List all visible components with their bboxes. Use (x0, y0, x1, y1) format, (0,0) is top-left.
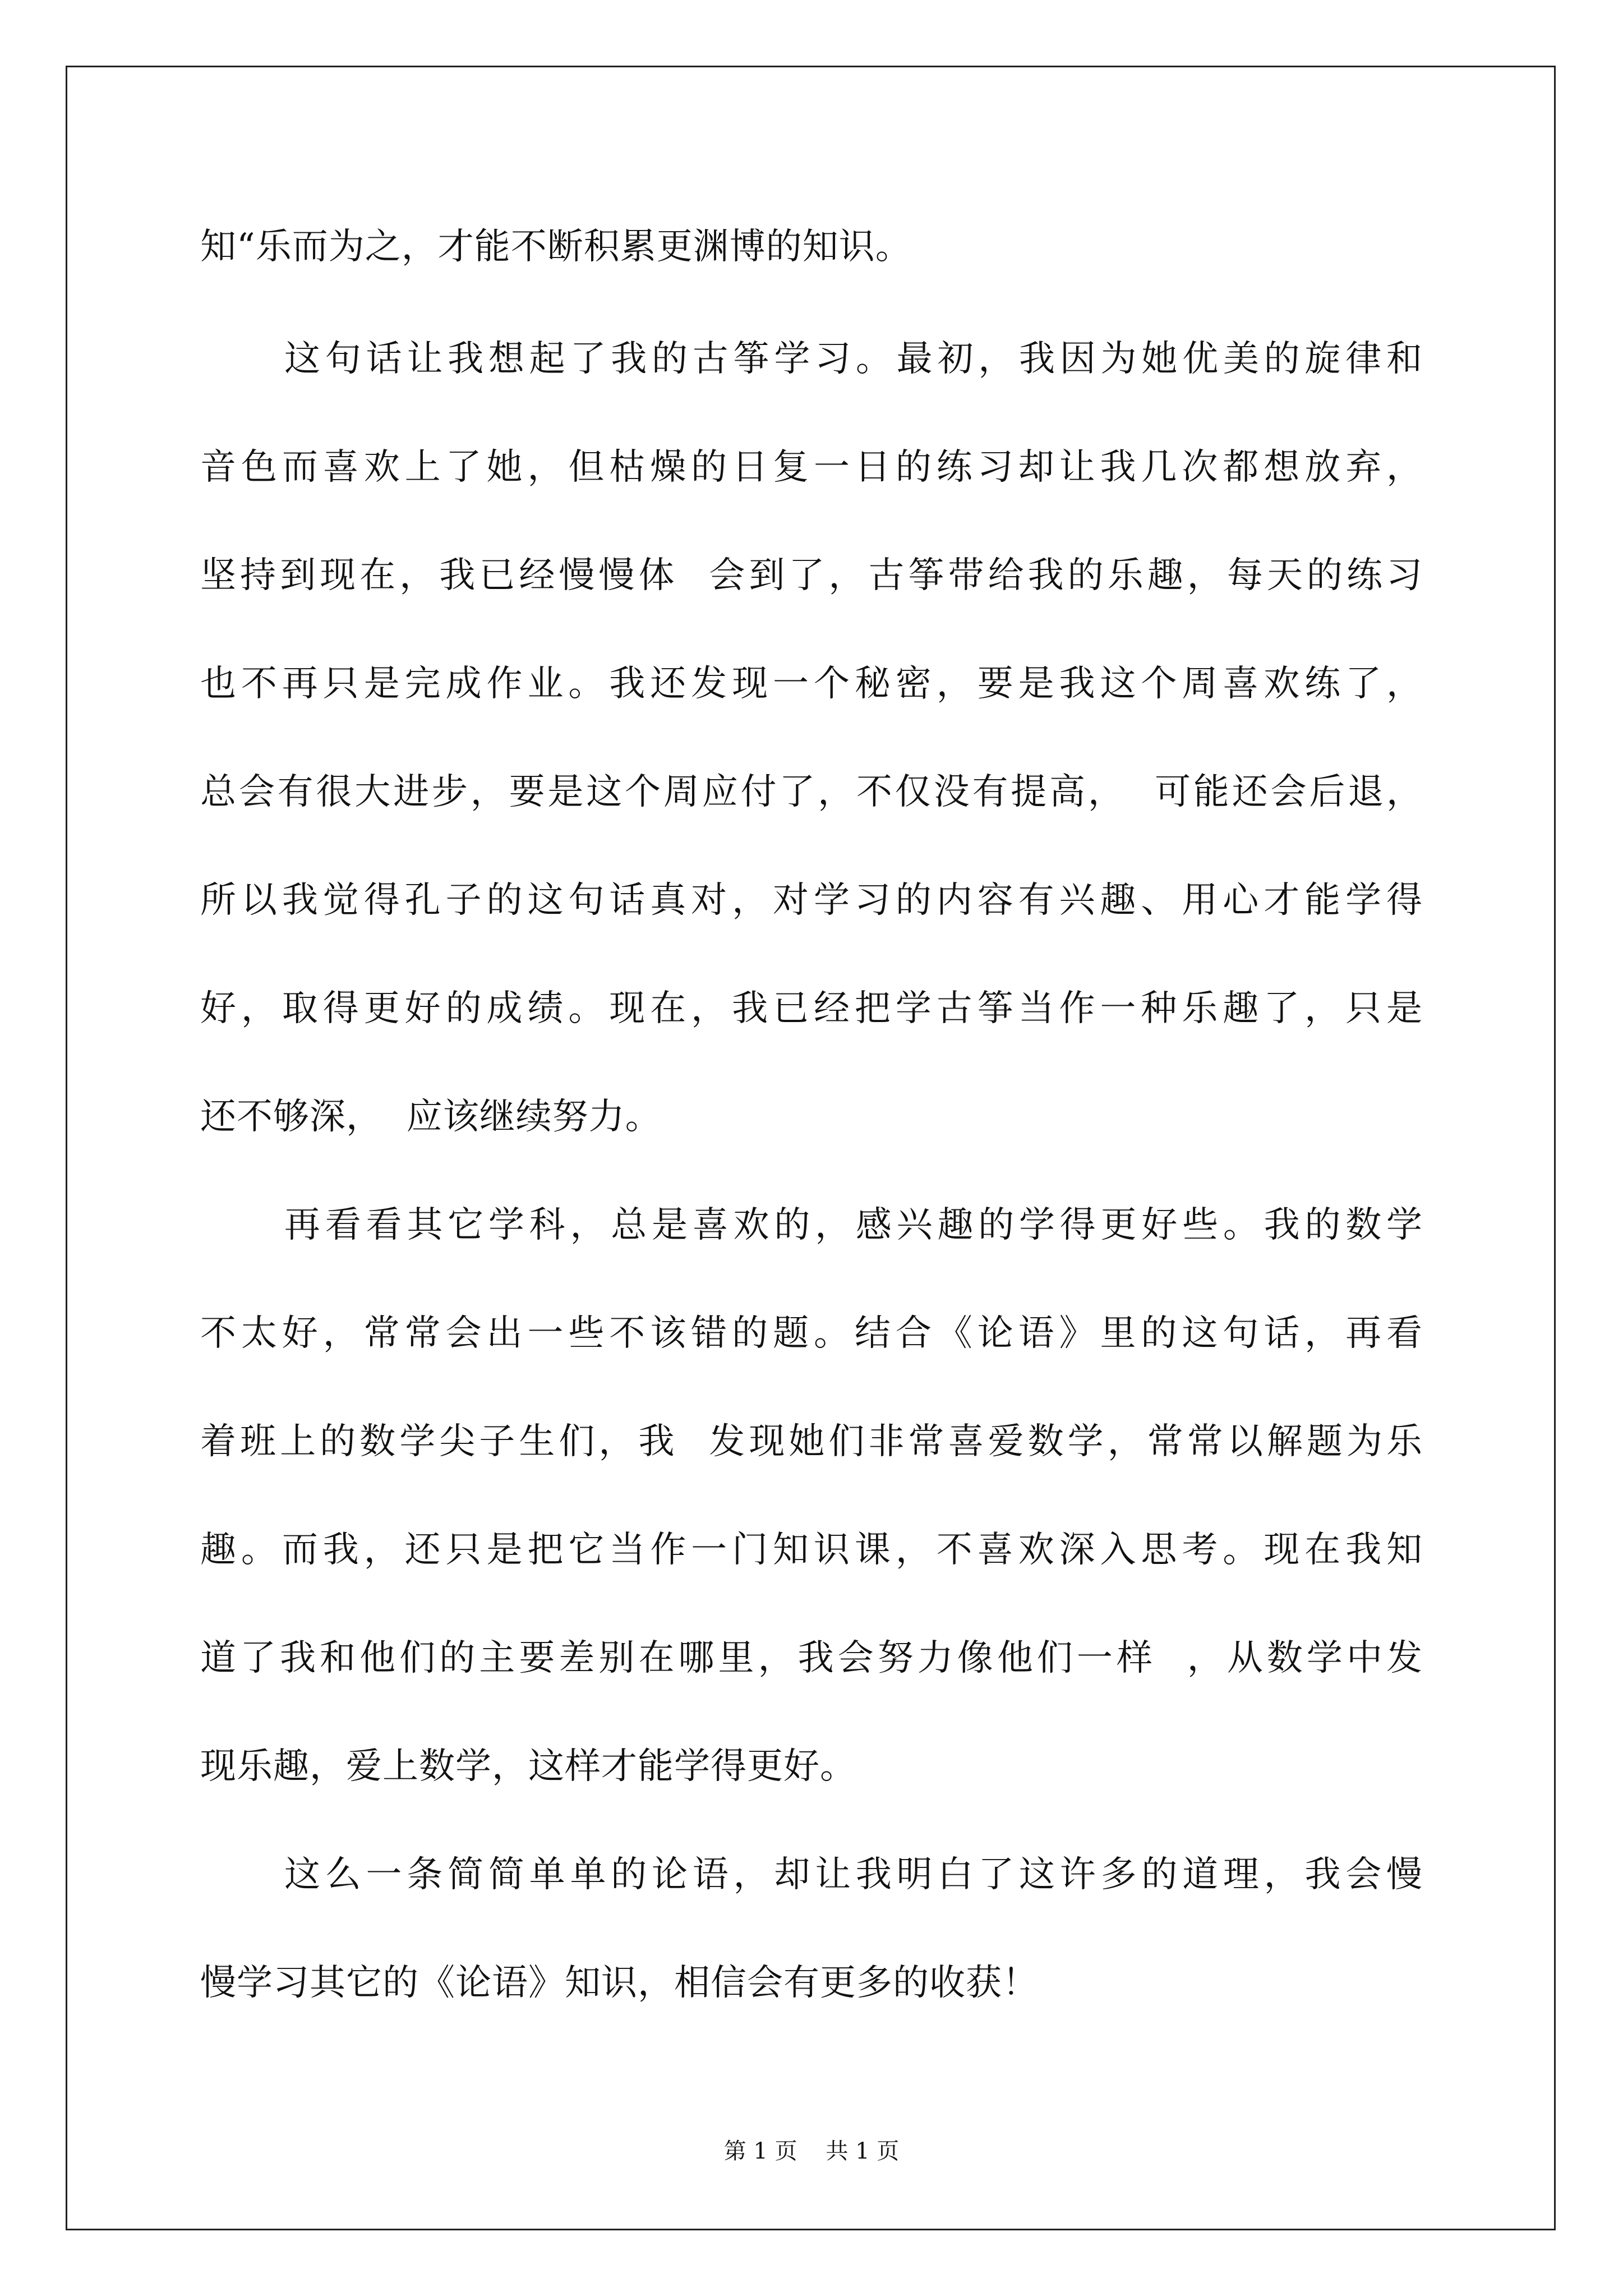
text-line: 知“乐而为之，才能不断积累更渊博的知识。 (200, 226, 912, 268)
text-line: 不太好，常常会出一些不该错的题。结合《论语》里的这句话，再看 (200, 1313, 1423, 1354)
text-line: 也不再只是完成作业。我还发现一个秘密，要是我这个周喜欢练了， (200, 663, 1423, 705)
text-line: 着班上的数学尖子生们，我 发现她们非常喜爱数学，常常以解题为乐 (200, 1421, 1423, 1462)
text-line: 现乐趣，爱上数学，这样才能学得更好。 (200, 1746, 856, 1787)
text-line: 慢学习其它的《论语》知识，相信会有更多的收获！ (200, 1962, 1039, 2004)
page-number-footer: 第 1 页 共 1 页 (723, 2138, 900, 2164)
paragraph-first-line: 这句话让我想起了我的古筝学习。最初，我因为她优美的旋律和 (284, 338, 1423, 380)
text-line: 道了我和他们的主要差别在哪里，我会努力像他们一样 ，从数学中发 (200, 1637, 1423, 1679)
paragraph-first-line: 再看看其它学科，总是喜欢的，感兴趣的学得更好些。我的数学 (284, 1204, 1423, 1246)
text-line: 还不够深， 应该继续努力。 (200, 1096, 662, 1138)
text-line: 趣。而我，还只是把它当作一门知识课，不喜欢深入思考。现在我知 (200, 1529, 1423, 1571)
paragraph-first-line: 这么一条简简单单的论语，却让我明白了这许多的道理，我会慢 (284, 1854, 1423, 1895)
text-line: 所以我觉得孔子的这句话真对，对学习的内容有兴趣、用心才能学得 (200, 880, 1423, 921)
text-line: 坚持到现在，我已经慢慢体 会到了，古筝带给我的乐趣，每天的练习 (200, 555, 1423, 596)
text-line: 总会有很大进步，要是这个周应付了，不仅没有提高， 可能还会后退， (200, 771, 1423, 813)
text-line: 好，取得更好的成绩。现在，我已经把学古筝当作一种乐趣了，只是 (200, 988, 1423, 1029)
text-line: 音色而喜欢上了她，但枯燥的日复一日的练习却让我几次都想放弃， (200, 447, 1423, 488)
